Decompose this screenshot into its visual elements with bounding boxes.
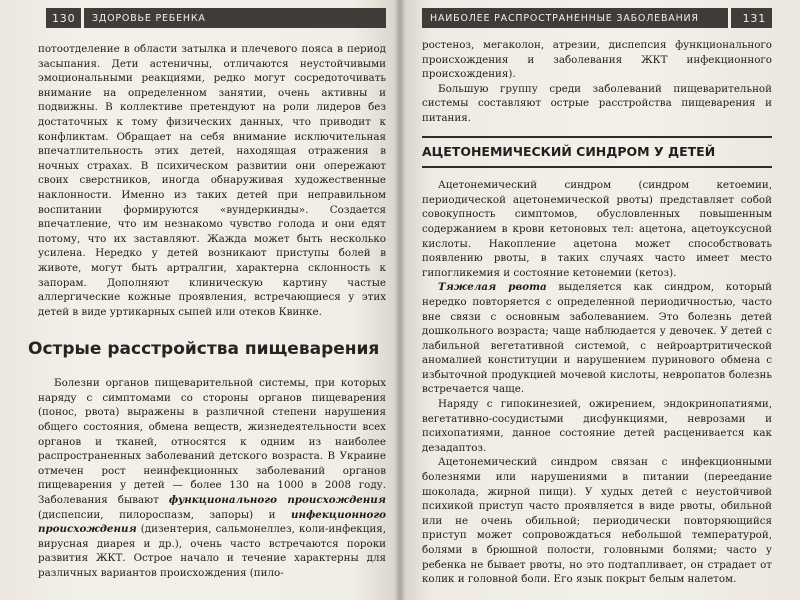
- paragraph: Большую группу среди заболеваний пищеварительной системы составляют острые расстройства пищеварения и питания.: [422, 82, 772, 124]
- paragraph: потоотделение в области затылка и плечевого пояса в период засыпания. Дети астеничны, отличаются неустойчивыми эмоциональными реакциями, редко могут сосредоточивать внимание на определенном занятии, очень активны и подвижны. В коллективе претендуют на роли лидеров без достаточных к тому физических данных, что приводит к конфликтам. Обращает на себя внимание исключительная впечатлительность этих детей, находящая отражения в ночных страхах. В психическом развитии они опережают своих сверстников, иногда обнаруживая художественные наклонности. Именно из таких детей при неправильном воспитании формируются «вундеркинды». Создается впечатление, что им незнакомо чувство голода и они едят потому, что их заставляют. Жажда может быть несколько усилена. Нередко у детей возникают приступы болей в животе, могут быть артралгии, характерна склонность к запорам. Дополняют клиническую картину частые аллергические кожные проявления, встречающиеся у этих детей в виде уртикарных сыпей или отеков Квинке.: [38, 43, 386, 318]
- paragraph: Наряду с гипокинезией, ожирением, эндокринопатиями, вегетативно-сосудистыми дисфункциями, неврозами и психопатиями, данное состояние детей расценивается как дезадаптоз.: [422, 398, 772, 454]
- right-running-title: НАИБОЛЕЕ РАСПРОСТРАНЕННЫЕ ЗАБОЛЕВАНИЯ: [422, 8, 728, 28]
- text-run: Болезни органов пищеварительной системы, при которых наряду с симптомами со стороны органов пищеварения (понос, рвота) выражены в различной степени нарушения общего состояния, обмена веществ, жизнедеятельности всех органов и тканей, относятся к одним из наиболее распространенных заболеваний детского возраста. В Украине отмечен рост неинфекционных заболеваний органов пищеварения у детей — более 130 на 1000 в 2008 году. Заболевания бывают: [38, 377, 386, 507]
- paragraph: Ацетонемический синдром (синдром кетоемии, периодической ацетонемической рвоты) представляет собой совокупность симптомов, обусловленных повышенным содержанием в крови кетоновых тел: ацетона, ацетоуксусной кислоты. Накопление ацетона может способствовать появлению рвоты, в таких случаях часто имеет место гипогликемия и состояние кетонемии (кетоз).: [422, 179, 772, 279]
- text-run: (дизентерия, сальмонеллез, коли-инфекция, вирусная диарея и др.), очень часто встречаются пороки развития ЖКТ. Острое начало и течение характерны для различных вариантов происхождения (пило-: [38, 523, 386, 579]
- text-run: выделяется как синдром, который нередко повторяется с определенной периодичностью, часто вне связи с основным заболеванием. Это болезнь детей дошкольного возраста; чаще наблюдается у девочек. У детей с лабильной вегетативной системой, с нейроартритической аномалией конституции и нарушением пуринового обмена с избыточной продукцией мочевой кислоты, невропатов болезнь встречается чаще.: [422, 281, 772, 396]
- emphasis-functional: функционального происхождения: [168, 494, 386, 507]
- paragraph: Ацетонемический синдром связан с инфекционными болезнями или нарушениями в питании (переедание шоколада, жирной пищи). У худых детей с неустойчивой психикой приступ часто проявляется в виде рвоты, обильной или не очень обильной; периодически повторяющийся приступ может сопровождаться небольшой температурой, болями в брюшной полости, головными болями; часто у ребенка не бывает рвоты, но это подтапливает, он страдает от колик и головной боли. Его язык покрыт белым налетом.: [422, 456, 772, 586]
- text-run: (диспепсии, пилороспазм, запоры) и: [38, 508, 292, 521]
- paragraph: [38, 376, 386, 580]
- left-running-title: ЗДОРОВЬЕ РЕБЕНКА: [84, 8, 386, 28]
- right-page: [400, 0, 800, 600]
- left-page-number: 130: [46, 8, 84, 28]
- emphasis-infectious: инфекционного происхождения: [38, 508, 386, 536]
- emphasis-severe-vomiting: Тяжелая рвота: [438, 281, 547, 294]
- subsection-heading: АЦЕТОНЕМИЧЕСКИЙ СИНДРОМ У ДЕТЕЙ: [422, 136, 772, 169]
- section-heading: Острые расстройства пищеварения: [28, 339, 380, 360]
- right-running-head: [422, 8, 772, 28]
- right-body-text: [422, 38, 772, 587]
- left-running-head: [46, 8, 386, 28]
- paragraph: [422, 280, 772, 397]
- book-gutter-shadow: [394, 0, 406, 600]
- left-body-text: [28, 42, 386, 581]
- right-page-number: 131: [728, 8, 772, 28]
- paragraph: ростеноз, мегаколон, атрезии, диспепсия функционального происхождения и заболевания ЖКТ инфекционного происхождения).: [422, 39, 772, 81]
